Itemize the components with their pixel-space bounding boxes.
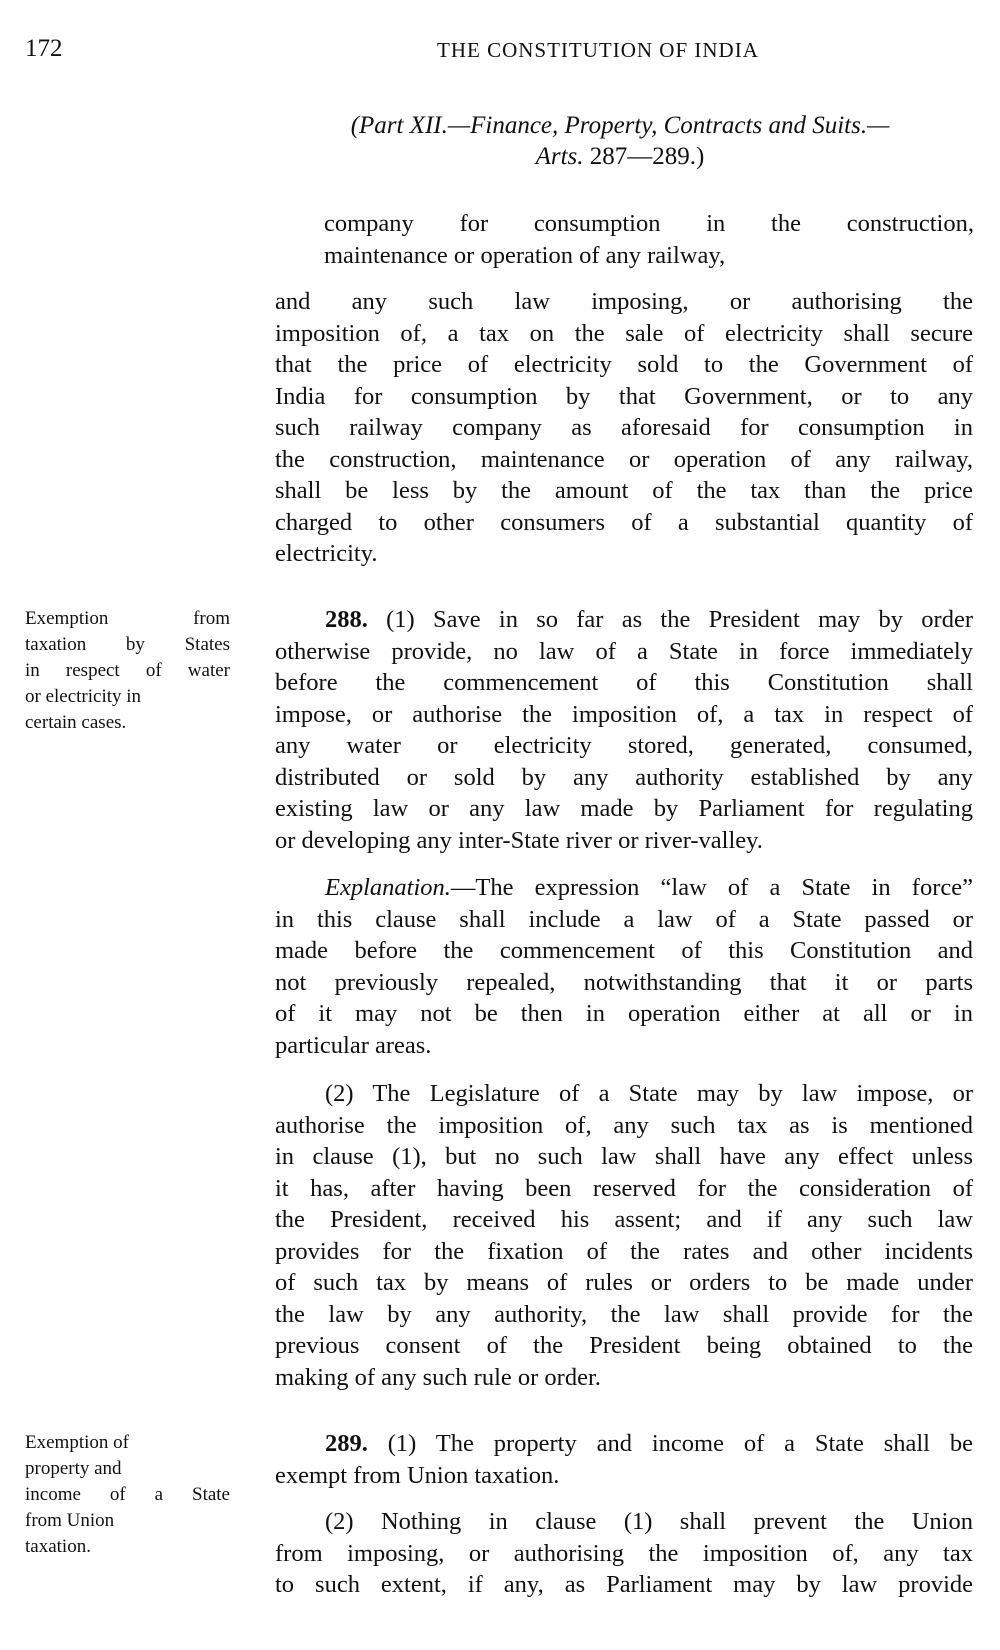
part-heading-line-2	[300, 141, 940, 172]
article-number-289: 289.	[325, 1430, 368, 1457]
part-heading-article-range: 287—289.)	[583, 143, 705, 170]
text-line: distributed or sold by any authority established by any	[275, 763, 973, 791]
continuation-block	[324, 208, 974, 271]
text-line: exempt from Union taxation.	[275, 1461, 560, 1489]
text-line: the President, received his assent; and if any such law	[275, 1206, 973, 1233]
text-line: (2) The Legislature of a State may by law impose, or	[325, 1080, 973, 1107]
margin-note-line: Exemption of	[25, 1432, 129, 1453]
part-heading-arts: Arts.	[535, 143, 584, 170]
text-line: impose, or authorise the imposition of, a tax in respect of	[275, 700, 973, 728]
text-line: (2) Nothing in clause (1) shall prevent the Union	[325, 1508, 973, 1535]
text-line: to such extent, if any, as Parliament may by law provide	[275, 1571, 973, 1598]
text-line: the law by any authority, the law shall provide for the	[275, 1300, 973, 1328]
text-line: existing law or any law made by Parliament for regulating	[275, 795, 973, 822]
margin-note-line: income of a State	[25, 1484, 230, 1505]
margin-note-line: or electricity in	[25, 686, 142, 707]
margin-note-line: property and	[25, 1458, 122, 1479]
page-number: 172	[25, 35, 63, 62]
text-line	[275, 1428, 973, 1460]
text-line: authorise the imposition of, any such tax as is mentioned	[275, 1111, 973, 1139]
margin-note-289	[25, 1430, 230, 1560]
text-line: in clause (1), but no such law shall have any effect unless	[275, 1143, 973, 1170]
text-line: such railway company as aforesaid for consumption in	[275, 414, 973, 441]
text-line: particular areas.	[275, 1031, 432, 1059]
text-line: otherwise provide, no law of a State in force immediately	[275, 637, 973, 665]
text-line: before the commencement of this Constitution shall	[275, 669, 973, 696]
text-line: or developing any inter-State river or river-valley.	[275, 826, 763, 854]
part-heading	[300, 110, 940, 172]
text-line: it has, after having been reserved for the consideration of	[275, 1174, 973, 1202]
text-line: imposition of, a tax on the sale of electricity shall secure	[275, 319, 973, 347]
article-289-clause-1	[275, 1428, 973, 1491]
margin-note-288	[25, 606, 230, 736]
article-288-clause-1	[275, 604, 973, 856]
text-line: making of any such rule or order.	[275, 1363, 601, 1391]
margin-note-line: from Union	[25, 1510, 115, 1531]
text-line: company for consumption in the construction,	[324, 210, 974, 237]
text-line	[275, 872, 973, 904]
text-line: shall be less by the amount of the tax than the price	[275, 477, 973, 504]
margin-note-line: in respect of water	[25, 660, 230, 681]
margin-note-line: taxation by States	[25, 634, 230, 655]
text-line: and any such law imposing, or authorising the	[275, 288, 973, 315]
clause-text: (1) The property and income of a State shall be	[367, 1430, 973, 1457]
text-line	[275, 604, 973, 636]
clause-text: (1) Save in so far as the President may by order	[367, 606, 973, 633]
article-288-clause-2	[275, 1078, 973, 1393]
text-line: of it may not be then in operation either at all or in	[275, 1000, 973, 1027]
running-head: THE CONSTITUTION OF INDIA	[437, 38, 759, 62]
text-line: made before the commencement of this Constitution and	[275, 937, 973, 964]
text-line: in this clause shall include a law of a State passed or	[275, 905, 973, 933]
explanation-text: —The expression “law of a State in force”	[450, 874, 973, 901]
text-line: not previously repealed, notwithstanding that it or parts	[275, 968, 973, 996]
text-line: any water or electricity stored, generated, consumed,	[275, 732, 973, 759]
text-line: previous consent of the President being obtained to the	[275, 1332, 973, 1359]
text-line: the construction, maintenance or operation of any railway,	[275, 445, 973, 473]
article-number-288: 288.	[325, 606, 368, 633]
margin-note-line: taxation.	[25, 1536, 91, 1557]
text-line: charged to other consumers of a substantial quantity of	[275, 508, 973, 536]
text-line: maintenance or operation of any railway,	[324, 241, 726, 269]
margin-note-line: Exemption from	[25, 608, 230, 629]
text-line: of such tax by means of rules or orders to be made under	[275, 1269, 973, 1296]
text-line: provides for the fixation of the rates and other incidents	[275, 1237, 973, 1265]
part-heading-line-1: (Part XII.—Finance, Property, Contracts and Suits.—	[350, 112, 890, 139]
article-288-explanation	[275, 872, 973, 1061]
text-line: from imposing, or authorising the imposition of, any tax	[275, 1539, 973, 1567]
article-289-clause-2	[275, 1506, 973, 1601]
text-line: that the price of electricity sold to the Government of	[275, 351, 973, 378]
text-line: electricity.	[275, 540, 378, 567]
paragraph-electricity-price	[275, 286, 973, 570]
text-line: India for consumption by that Government, or to any	[275, 382, 973, 410]
explanation-label: Explanation.	[325, 874, 451, 901]
margin-note-line: certain cases.	[25, 712, 127, 733]
